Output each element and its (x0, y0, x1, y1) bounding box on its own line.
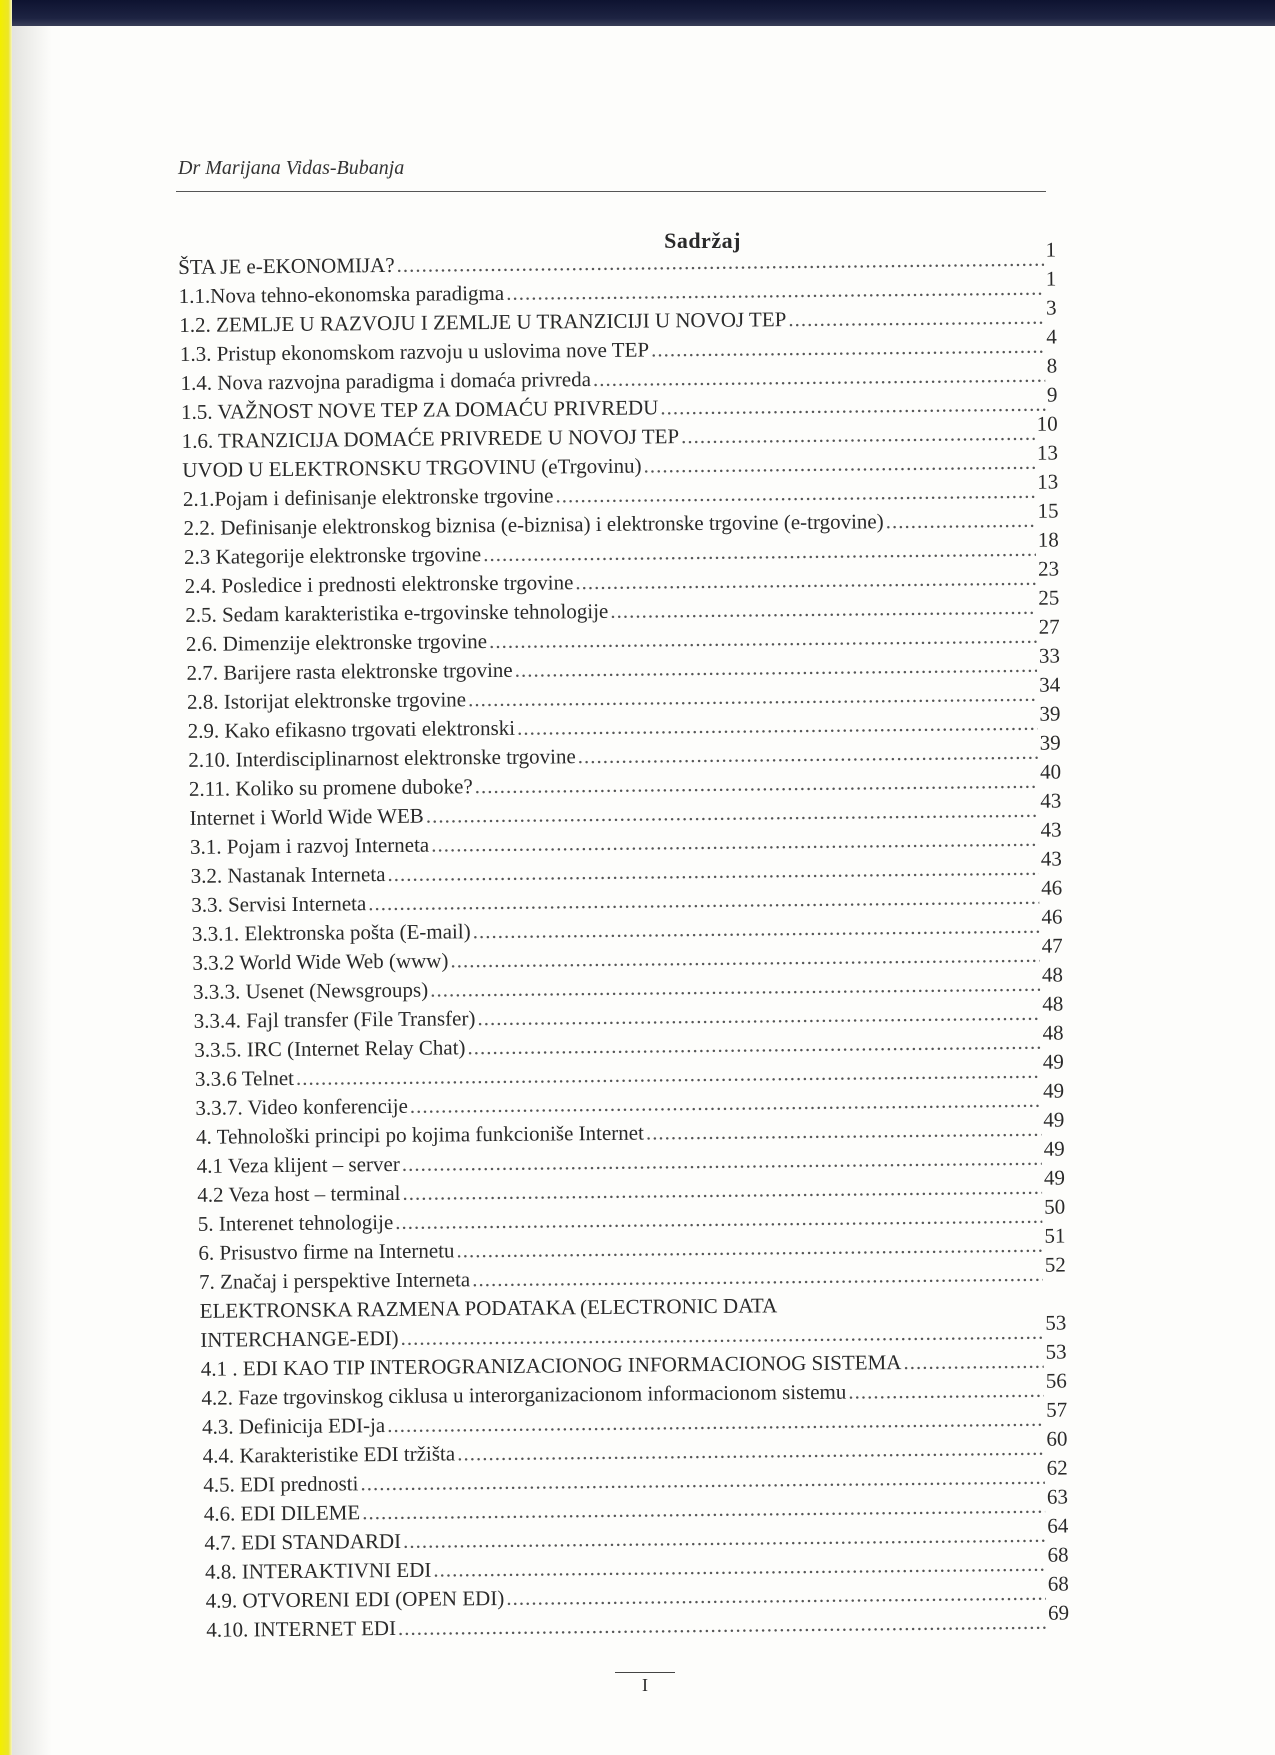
footer-rule (615, 1672, 675, 1673)
toc-entry-label: 1.4. Nova razvojna paradigma i domaća privreda (180, 367, 592, 395)
page-number: I (642, 1675, 648, 1695)
toc-leader-dots (610, 593, 1036, 626)
toc-entry-page: 46 (1041, 904, 1063, 929)
toc-leader-dots (646, 1115, 1042, 1148)
toc-entry-page: 43 (1040, 788, 1062, 813)
toc-entry-label: 4.1 . EDI KAO TIP INTEROGRANIZACIONOG INFORMACIONOG SISTEMA (200, 1350, 902, 1381)
toc-leader-dots (848, 1376, 1044, 1407)
toc-entry-label: Internet i World Wide WEB (189, 803, 424, 830)
toc-entry-page: 4 (1046, 324, 1057, 349)
toc-entry-page: 49 (1042, 1049, 1064, 1074)
toc-entry-label: 5. Interenet tehnologije (197, 1209, 394, 1236)
page-footer (615, 1672, 675, 1696)
toc-entry-label: 3.2. Nastanak Interneta (190, 862, 386, 888)
toc-leader-dots (575, 564, 1036, 597)
toc-entry-page: 68 (1047, 1542, 1069, 1567)
toc-entry-label: 1.6. TRANZICIJA DOMAĆE PRIVREDE U NOVOJ TEP (181, 424, 680, 453)
toc-leader-dots (593, 361, 1045, 394)
toc-entry-page: 8 (1046, 353, 1058, 378)
toc-leader-dots (779, 1310, 1064, 1313)
toc-entry-label: 2.11. Koliko su promene duboke? (188, 774, 473, 801)
toc-entry-label: 7. Značaj i perspektive Interneta (198, 1267, 471, 1294)
toc-entry-page: 49 (1043, 1136, 1065, 1161)
toc-entry-page: 43 (1040, 846, 1062, 871)
toc-entry-label: 4.10. INTERNET EDI (206, 1615, 397, 1642)
toc-entry-page: 10 (1036, 411, 1058, 436)
scan-top-edge (0, 0, 1275, 26)
toc-leader-dots (788, 303, 1044, 334)
toc-entry-page: 51 (1044, 1223, 1066, 1248)
toc-entry-label: 4.8. INTERAKTIVNI EDI (204, 1557, 432, 1584)
toc-entry-label: 6. Prisustvo firme na Internetu (198, 1238, 455, 1265)
toc-entry-page: 43 (1040, 817, 1062, 842)
toc-entry-page: 52 (1044, 1252, 1066, 1277)
toc-entry-page: 48 (1042, 991, 1064, 1016)
toc-entry-label: 3.3.1. Elektronska pošta (E-mail) (191, 919, 471, 946)
toc-entry-label: 3.3.2 World Wide Web (www) (192, 948, 449, 975)
toc-entry-label: 3.1. Pojam i razvoj Interneta (189, 832, 430, 859)
toc-leader-dots (555, 477, 1035, 511)
toc-entry-label: 3.3.5. IRC (Internet Relay Chat) (194, 1035, 466, 1062)
toc-entry-page: 60 (1046, 1426, 1068, 1451)
toc-entry-page: 53 (1045, 1339, 1067, 1364)
toc-entry-label: 2.9. Kako efikasno trgovati elektronski (187, 715, 516, 743)
toc-entry-page: 49 (1043, 1107, 1065, 1132)
toc-entry-page: 25 (1038, 585, 1060, 610)
toc-entry-label: 3.3.6 Telnet (194, 1065, 295, 1091)
toc-entry-label: 1.2. ZEMLJE U RAZVOJU I ZEMLJE U TRANZICIJI U NOVOJ TEP (179, 307, 787, 337)
scan-left-edge (0, 0, 12, 1755)
toc-entry-page: 49 (1043, 1165, 1066, 1190)
toc-leader-dots (660, 390, 1045, 423)
toc-leader-dots (398, 1608, 1046, 1643)
toc-entry-page: 63 (1046, 1484, 1069, 1509)
toc-entry-page: 1 (1045, 266, 1057, 291)
toc-entry-label: 2.6. Dimenzije elektronske trgovine (185, 629, 488, 656)
toc-entry-page: 34 (1039, 672, 1061, 697)
toc-entry-page: 27 (1038, 614, 1060, 639)
toc-entry-page: 3 (1045, 295, 1057, 320)
toc-leader-dots (472, 1260, 1043, 1294)
toc-entry-label: 4.4. Karakteristike EDI tržišta (202, 1441, 456, 1468)
toc-entry-page: 53 (1045, 1310, 1067, 1335)
toc-entry-page: 62 (1046, 1455, 1068, 1480)
toc-entry-page: 46 (1041, 875, 1063, 900)
toc-entry-page: 50 (1044, 1194, 1066, 1219)
scan-shadow (12, 26, 52, 1755)
toc-entry-label: 4.2 Veza host – terminal (197, 1180, 401, 1207)
toc-entry-page: 48 (1041, 962, 1064, 987)
toc-entry-label: 4.1 Veza klijent – server (196, 1151, 400, 1178)
toc-entry-page: 39 (1039, 730, 1061, 755)
toc-entry-label: 2.5. Sedam karakteristika e-trgovinske tehnologije (185, 598, 609, 627)
toc-entry-label: 3.3.4. Fajl transfer (File Transfer) (193, 1006, 476, 1033)
toc-entry-page: 18 (1037, 527, 1059, 552)
toc-entry-label: 2.2. Definisanje elektronskog biznisa (e-biznisa) i elektronske trgovine (e-trgovine) (183, 509, 884, 540)
toc-entry-label: INTERCHANGE-EDI) (200, 1325, 399, 1352)
toc-entry-page: 33 (1038, 643, 1061, 668)
toc-leader-dots (651, 332, 1045, 365)
toc-leader-dots (643, 448, 1035, 481)
toc-entry-page: 13 (1036, 440, 1059, 465)
author-name: Dr Marijana Vidas-Bubanja (178, 157, 405, 179)
toc-entry-page: 47 (1041, 933, 1063, 958)
toc-entry-label: 4.9. OTVORENI EDI (OPEN EDI) (205, 1585, 505, 1613)
toc-entry-label: 1.1.Nova tehno-ekonomska paradigma (178, 280, 505, 308)
toc-entry-page: 15 (1037, 498, 1059, 523)
toc-entry-page: 23 (1037, 556, 1060, 581)
toc-entry-page: 68 (1047, 1571, 1069, 1596)
toc-entry-page: 56 (1045, 1368, 1067, 1393)
toc-entry-label: 2.8. Istorijat elektronske trgovine (186, 687, 467, 714)
toc-entry-label: 1.3. Pristup ekonomskom razvoju u uslovima nove TEP (179, 337, 650, 366)
toc-entry-label: 3.3.7. Video konferencije (195, 1093, 408, 1120)
toc-leader-dots (681, 419, 1035, 451)
toc-leader-dots (903, 1347, 1044, 1377)
toc-entry-label: 4.7. EDI STANDARDI (204, 1528, 402, 1555)
toc-entry-label: 3.3.3. Usenet (Newsgroups) (192, 977, 429, 1004)
toc-entry-label: 4.5. EDI prednosti (203, 1471, 359, 1497)
toc-entry-label: 4.6. EDI DILEME (203, 1500, 361, 1526)
toc-title: Sadržaj (664, 228, 741, 253)
toc-entry-label: ELEKTRONSKA RAZMENA PODATAKA (ELECTRONIC DATA (199, 1293, 778, 1323)
toc-entry-label: 2.7. Barijere rasta elektronske trgovine (186, 657, 513, 685)
toc-entry-page: 48 (1042, 1020, 1064, 1045)
toc-entry-page: 57 (1046, 1397, 1068, 1422)
toc-entry-label: 4. Tehnološki principi po kojima funkcioniše Internet (195, 1120, 644, 1149)
toc-entry-label: 2.3 Kategorije elektronske trgovine (183, 542, 482, 569)
toc-entry-page: 40 (1039, 759, 1062, 784)
page-header (176, 155, 1046, 192)
toc-entry-label: 2.1.Pojam i definisanje elektronske trgovine (182, 483, 554, 511)
toc-leader-dots (578, 738, 1038, 771)
toc-entry-label: ŠTA JE e-EKONOMIJA? (178, 252, 395, 279)
toc-entry-page: 13 (1037, 469, 1059, 494)
toc-entry-page: 39 (1039, 701, 1061, 726)
toc-entry-label: 4.2. Faze trgovinskog ciklusa u interorganizacionom informacionom sistemu (201, 1379, 847, 1410)
toc-entry-label: 2.10. Interdisciplinarnost elektronske trgovine (188, 744, 576, 772)
toc-entry-label: 1.5. VAŽNOST NOVE TEP ZA DOMAĆU PRIVREDU (181, 395, 659, 424)
toc-entry-label: 2.4. Posledice i prednosti elektronske trgovine (184, 570, 574, 598)
toc-entry-page: 1 (1045, 237, 1057, 262)
toc-entry-label: UVOD U ELEKTRONSKU TRGOVINU (eTrgovinu) (182, 453, 642, 482)
toc-entry-page: 64 (1047, 1513, 1069, 1538)
toc-entry-page: 69 (1047, 1600, 1070, 1625)
toc-entry-page: 9 (1046, 382, 1058, 407)
toc-entry-label: 4.3. Definicija EDI-ja (201, 1413, 386, 1439)
toc-leader-dots (886, 506, 1036, 536)
toc-entry-label: 3.3. Servisi Interneta (191, 891, 367, 917)
toc-entry-page: 49 (1042, 1078, 1065, 1103)
